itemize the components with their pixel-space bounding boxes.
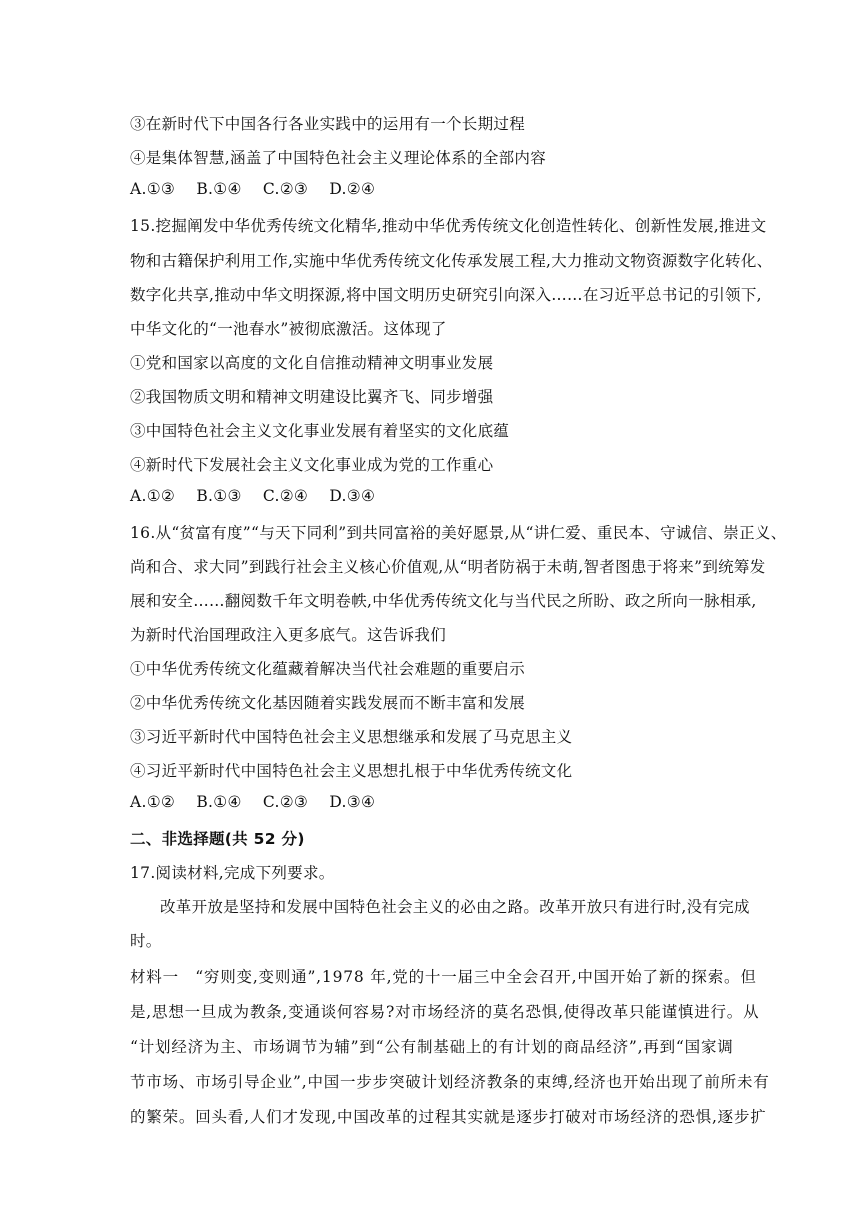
material1-line-2: 是,思想一旦成为教条,变通谈何容易?对市场经济的莫名恐惧,使得改革只能谨慎进行。从 <box>130 1003 760 1021</box>
q14-item-4: ④是集体智慧,涵盖了中国特色社会主义理论体系的全部内容 <box>130 149 547 167</box>
section-heading: 二、非选择题(共 52 分) <box>130 830 305 848</box>
q14-item-3: ③在新时代下中国各行各业实践中的运用有一个长期过程 <box>130 115 526 133</box>
q16-item-2: ②中华优秀传统文化基因随着实践发展而不断丰富和发展 <box>130 694 526 712</box>
q15-item-4: ④新时代下发展社会主义文化事业成为党的工作重心 <box>130 456 494 474</box>
q15-stem-line-4: 中华文化的“一池春水”被彻底激活。这体现了 <box>130 320 447 338</box>
material1-line-4: 节市场、市场引导企业”,中国一步步突破计划经济教条的束缚,经济也开始出现了前所未有 <box>130 1073 770 1091</box>
q16-option-a: A.①② <box>130 793 176 811</box>
q15-option-c: C.②④ <box>262 487 309 505</box>
q15-item-3: ③中国特色社会主义文化事业发展有着坚实的文化底蕴 <box>130 422 510 440</box>
q15-stem-line-3: 数字化共享,推动中华文明探源,将中国文明历史研究引向深入……在习近平总书记的引领下, <box>130 286 762 304</box>
q16-item-1: ①中华优秀传统文化蕴藏着解决当代社会难题的重要启示 <box>130 660 526 678</box>
q15-stem-line-1: 15.挖掘阐发中华优秀传统文化精华,推动中华优秀传统文化创造性转化、创新性发展,推进文 <box>130 217 767 235</box>
q16-stem-line-4: 为新时代治国理政注入更多底气。这告诉我们 <box>130 626 447 644</box>
q15-item-1: ①党和国家以高度的文化自信推动精神文明事业发展 <box>130 354 494 372</box>
q16-option-d: D.③④ <box>329 793 376 811</box>
q14-option-c: C.②③ <box>262 180 309 198</box>
material1-line-1: 材料一 “穷则变,变则通”,1978 年,党的十一届三中全会召开,中国开始了新的探索。但 <box>130 968 757 986</box>
q15-option-a: A.①② <box>130 487 176 505</box>
q16-item-4: ④习近平新时代中国特色社会主义思想扎根于中华优秀传统文化 <box>130 762 573 780</box>
q14-option-b: B.①④ <box>196 180 242 198</box>
q16-stem-line-3: 展和安全……翻阅数千年文明卷帙,中华优秀传统文化与当代民之所盼、政之所向一脉相承, <box>130 592 757 610</box>
q15-option-d: D.③④ <box>329 487 376 505</box>
q14-options <box>130 180 391 198</box>
q17-intro-line-1: 改革开放是坚持和发展中国特色社会主义的必由之路。改革开放只有进行时,没有完成 <box>160 898 750 916</box>
q17-intro-line-2: 时。 <box>130 932 162 950</box>
q16-item-3: ③习近平新时代中国特色社会主义思想继承和发展了马克思主义 <box>130 728 573 746</box>
q15-item-2: ②我国物质文明和精神文明建设比翼齐飞、同步增强 <box>130 388 494 406</box>
q17-stem: 17.阅读材料,完成下列要求。 <box>130 864 335 882</box>
q16-option-c: C.②③ <box>262 793 309 811</box>
material1-line-3: “计划经济为主、市场调节为辅”到“公有制基础上的有计划的商品经济”,再到“国家调 <box>130 1038 734 1056</box>
q16-options <box>130 793 391 811</box>
q14-option-d: D.②④ <box>329 180 376 198</box>
q15-stem-line-2: 物和古籍保护利用工作,实施中华优秀传统文化传承发展工程,大力推动文物资源数字化转化、 <box>130 252 773 270</box>
q15-option-b: B.①③ <box>196 487 242 505</box>
q14-option-a: A.①③ <box>130 180 176 198</box>
q16-option-b: B.①④ <box>196 793 242 811</box>
q15-options <box>130 487 391 505</box>
material1-line-5: 的繁荣。回头看,人们才发现,中国改革的过程其实就是逐步打破对市场经济的恐惧,逐步扩 <box>130 1108 767 1126</box>
q16-stem-line-1: 16.从“贫富有度”“与天下同利”到共同富裕的美好愿景,从“讲仁爱、重民本、守诚信、崇正义、 <box>130 524 787 542</box>
q16-stem-line-2: 尚和合、求大同”到践行社会主义核心价值观,从“明者防祸于未萌,智者图患于将来”到统筹发 <box>130 558 766 576</box>
